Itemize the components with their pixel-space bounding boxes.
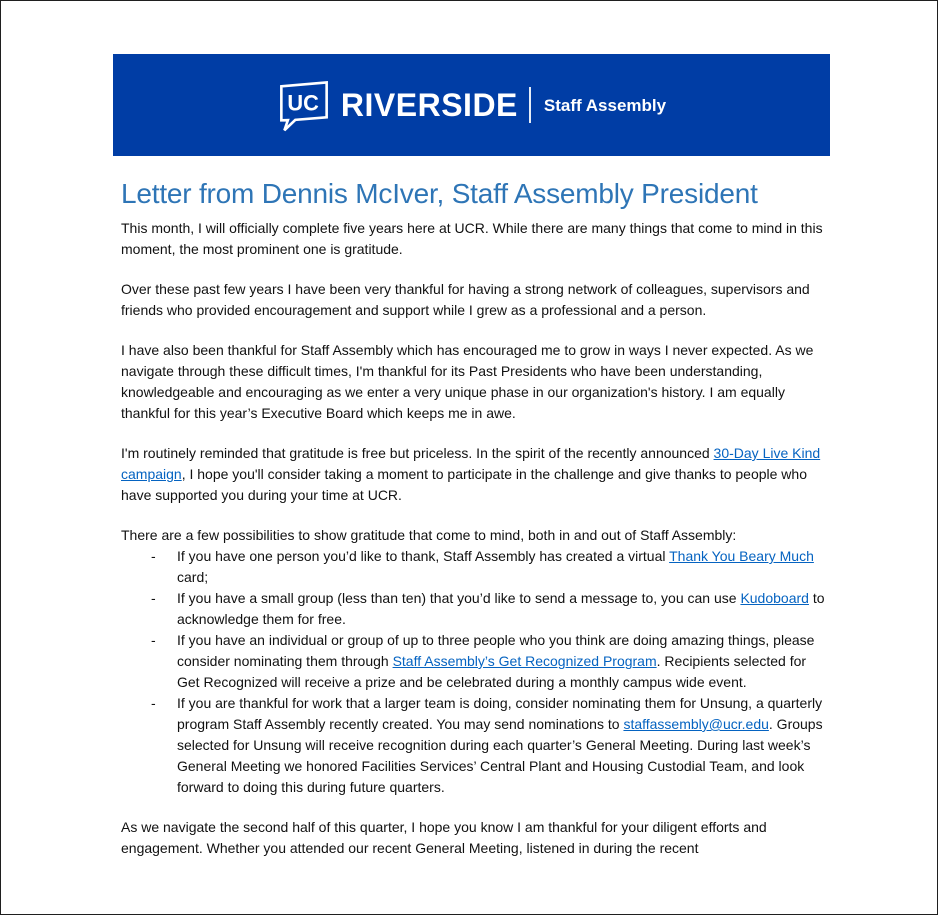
paragraph: As we navigate the second half of this quarter, I hope you know I am thankful for your diligent efforts and engagement. Whether you attended our recent General Meeting, listened in during the recent [121,819,767,856]
bullet-marker: - [151,632,156,648]
list-item-text: If you are thankful for work that a larger team is doing, consider nominating them for Unsung, a quarterly program Staff Assembly recently created. You may send nominations to staffassembly@ucr.edu. Groups selected for Unsung will receive recognition during each quarter’s General Meeting. During last week’s General Meeting we honored Facilities Services’ Central Plant and Housing Custodial Team, and look forward to doing this during future quarters. [177,695,823,795]
letter-body [121,218,831,859]
inline-link[interactable]: 30-Day Live Kind campaign [121,445,821,482]
paragraph: I have also been thankful for Staff Assembly which has encouraged me to grow in ways I never expected. As we navigate through these difficult times, I'm thankful for its Past Presidents who have been understanding, knowledgeable and encouraging as we enter a very unique phase in our organization's history. I am equally thankful for this year’s Executive Board which keeps me in awe. [121,342,814,421]
list-item [151,630,831,693]
ucr-logo [277,77,666,134]
logo-divider [529,87,531,123]
riverside-wordmark: RIVERSIDE [340,87,518,123]
paragraph: This month, I will officially complete five years here at UCR. While there are many things that come to mind in this moment, the most prominent one is gratitude. [121,220,823,257]
inline-link[interactable]: Thank You Beary Much [669,548,814,564]
paragraph: I'm routinely reminded that gratitude is free but priceless. In the spirit of the recently announced 30-Day Live Kind campaign, I hope you'll consider taking a moment to participate in the challenge and give thanks to people who have supported you during your time at UCR. [121,445,821,503]
uc-monogram-icon [277,77,331,134]
inline-link[interactable]: Kudoboard [740,590,809,606]
bullet-marker: - [151,590,156,606]
list-item [151,588,831,630]
bullet-marker: - [151,695,156,711]
bullet-list [121,546,831,798]
list-item-text: If you have one person you’d like to thank, Staff Assembly has created a virtual Thank You Beary Much card; [177,548,814,585]
paragraph: There are a few possibilities to show gratitude that come to mind, both in and out of Staff Assembly: [121,527,737,543]
staff-assembly-label: Staff Assembly [543,95,667,115]
letter-content [121,177,831,878]
bullet-marker: - [151,548,156,564]
list-item [151,546,831,588]
list-item-text: If you have a small group (less than ten) that you’d like to send a message to, you can use Kudoboard to acknowledge them for free. [177,590,825,627]
paragraph: Over these past few years I have been very thankful for having a strong network of colleagues, supervisors and friends who provided encouragement and support while I grew as a professional and a person. [121,281,810,318]
list-item [151,693,831,798]
list-item-text: If you have an individual or group of up to three people who you think are doing amazing things, please consider nominating them through Staff Assembly’s Get Recognized Program. Recipients selected for Get Recognized will receive a prize and be celebrated during a monthly campus wide event. [177,632,815,690]
inline-link[interactable]: staffassembly@ucr.edu [623,716,769,732]
inline-link[interactable]: Staff Assembly’s Get Recognized Program [392,653,657,669]
ucr-banner [113,54,830,156]
svg-text:UC: UC [287,89,319,115]
letter-title: Letter from Dennis McIver, Staff Assembly President [121,178,758,209]
